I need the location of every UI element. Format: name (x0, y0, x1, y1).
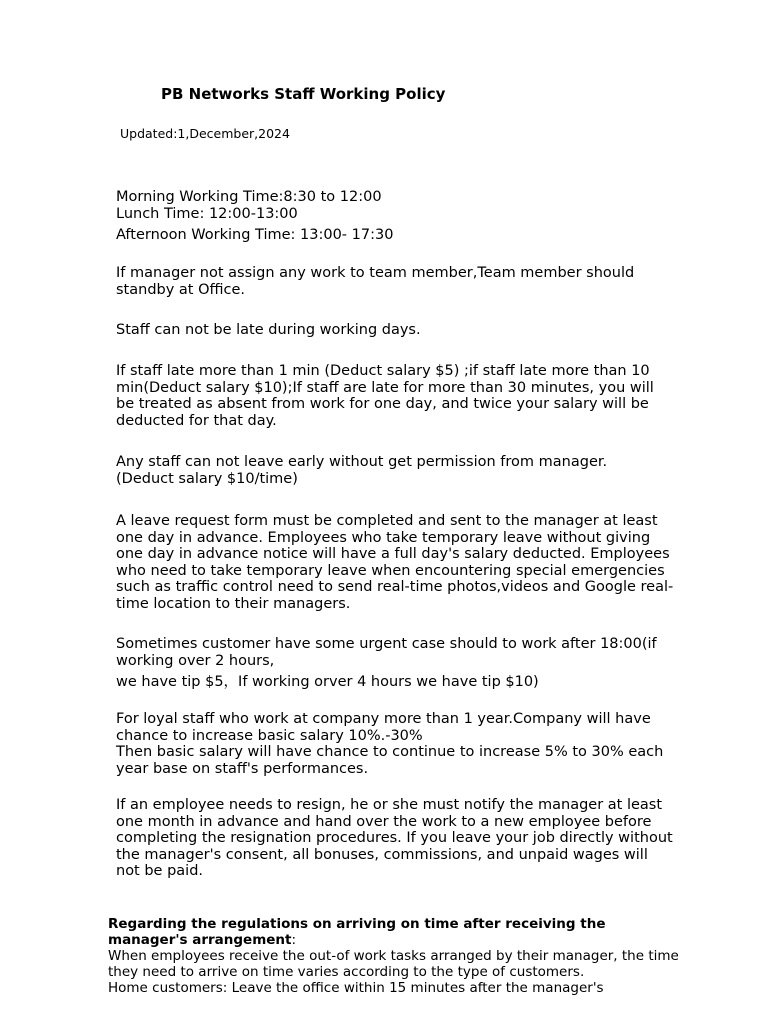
page-title: PB Networks Staff Working Policy (161, 85, 446, 103)
standby-text: If manager not assign any work to team member,Team member should standby at Office. (116, 265, 635, 298)
late-penalty-paragraph (116, 363, 676, 429)
schedule-block (116, 189, 676, 244)
not-late-text: Staff can not be late during working days. (116, 322, 421, 338)
morning-working-time: Morning Working Time:8:30 to 12:00 (116, 189, 382, 205)
afternoon-working-time: Afternoon Working Time: 13:00- 17:30 (116, 227, 394, 243)
overtime-tip-text: we have tip $5，If working orver 4 hours we have tip $10) (116, 674, 539, 690)
not-late-paragraph (116, 322, 676, 339)
home-customers-rule: Home customers: Leave the office within 15 minutes after the manager's (108, 980, 604, 996)
loyal-staff-text: For loyal staff who work at company more than 1 year.Company will have chance to increase basic salary 10%.-30% (116, 711, 651, 744)
regulations-heading-text: Regarding the regulations on arriving on time after receiving the manager's arrangement (108, 916, 606, 948)
late-penalty-text: If staff late more than 1 min (Deduct salary $5) ;if staff late more than 10 min(Deduct salary $10);If staff are late for more than 30 minutes, you will be treated as absent from work for one day, and twice your salary will be deducted for that day. (116, 363, 654, 429)
leave-early-text: Any staff can not leave early without get permission from manager. (116, 454, 608, 470)
leave-request-paragraph (116, 513, 676, 612)
standby-paragraph (116, 265, 676, 298)
overtime-paragraph (116, 636, 676, 691)
loyal-staff-paragraph (116, 711, 664, 777)
regulations-heading-colon: : (291, 932, 297, 948)
regulations-heading (108, 916, 688, 948)
regulations-section (108, 916, 688, 996)
resign-paragraph (116, 797, 676, 880)
regulations-intro: When employees receive the out-of work tasks arranged by their manager, the time they need to arrive on time varies according to the type of customers. (108, 948, 679, 980)
lunch-time: Lunch Time: 12:00-13:00 (116, 205, 298, 222)
salary-increase-text: Then basic salary will have chance to continue to increase 5% to 30% each year base on staff's performances. (116, 744, 664, 777)
overtime-text: Sometimes customer have some urgent case should to work after 18:00(if working over 2 hours, (116, 636, 657, 669)
leave-early-paragraph (116, 454, 676, 487)
resign-text: If an employee needs to resign, he or she must notify the manager at least one month in advance and hand over the work to a new employee before completing the resignation procedures. If you leave your job directly without the manager's consent, all bonuses, commissions, and unpaid wages will not be paid. (116, 797, 673, 879)
leave-request-text: A leave request form must be completed and sent to the manager at least one day in advance. Employees who take temporary leave without giving one day in advance notice will have a full day's salary deducted. Employees who need to take temporary leave when encountering special emergencies such as traffic control need to send real-time photos,videos and Google real-time location to their managers. (116, 513, 674, 612)
leave-early-deduction: (Deduct salary $10/time) (116, 470, 298, 487)
updated-date: Updated:1,December,2024 (120, 126, 290, 141)
